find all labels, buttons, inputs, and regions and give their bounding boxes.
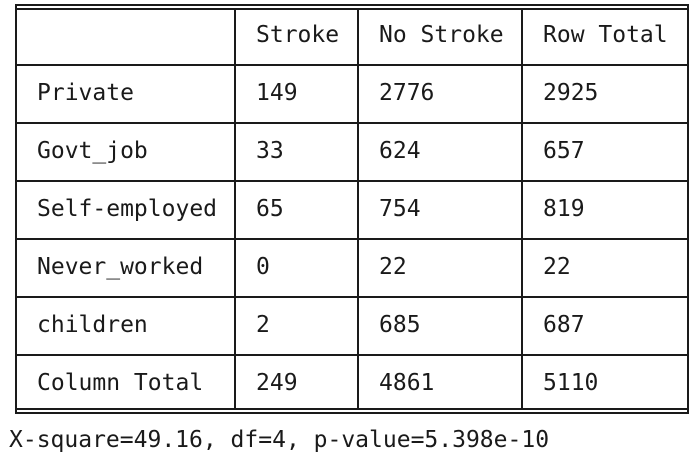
- cell-row-total: 22: [543, 254, 571, 280]
- header-stroke: Stroke: [256, 22, 340, 48]
- row-separator: [15, 354, 689, 356]
- cell-row-total: 657: [543, 138, 585, 164]
- column-divider-3: [521, 8, 523, 410]
- row-label: Never_worked: [37, 254, 204, 280]
- cell-no-stroke: 685: [379, 312, 421, 338]
- table-top-border-inner: [15, 8, 689, 10]
- cell-no-stroke: 22: [379, 254, 407, 280]
- cell-stroke: 33: [256, 138, 284, 164]
- column-divider-2: [357, 8, 359, 410]
- table-top-border-outer: [15, 4, 689, 6]
- header-row-total: Row Total: [543, 22, 668, 48]
- cell-no-stroke: 624: [379, 138, 421, 164]
- cell-stroke: 249: [256, 370, 298, 396]
- column-divider-1: [234, 8, 236, 410]
- cell-stroke: 149: [256, 80, 298, 106]
- cell-no-stroke: 2776: [379, 80, 435, 106]
- row-separator: [15, 296, 689, 298]
- table-bottom-border-outer: [15, 412, 689, 414]
- cell-stroke: 2: [256, 312, 270, 338]
- contingency-table: [15, 4, 689, 414]
- cell-stroke: 65: [256, 196, 284, 222]
- header-no-stroke: No Stroke: [379, 22, 504, 48]
- row-label: Column Total: [37, 370, 204, 396]
- row-label: Self-employed: [37, 196, 218, 222]
- row-separator: [15, 64, 689, 66]
- cell-row-total: 2925: [543, 80, 599, 106]
- table-bottom-border-inner: [15, 408, 689, 410]
- cell-row-total: 5110: [543, 370, 599, 396]
- cell-no-stroke: 754: [379, 196, 421, 222]
- chi-square-summary: X-square=49.16, df=4, p-value=5.398e-10: [9, 427, 550, 453]
- cell-row-total: 687: [543, 312, 585, 338]
- row-separator: [15, 122, 689, 124]
- cell-stroke: 0: [256, 254, 270, 280]
- cell-no-stroke: 4861: [379, 370, 435, 396]
- row-label: Private: [37, 80, 134, 106]
- cell-row-total: 819: [543, 196, 585, 222]
- row-label: Govt_job: [37, 138, 148, 164]
- row-separator: [15, 238, 689, 240]
- row-separator: [15, 180, 689, 182]
- row-label: children: [37, 312, 148, 338]
